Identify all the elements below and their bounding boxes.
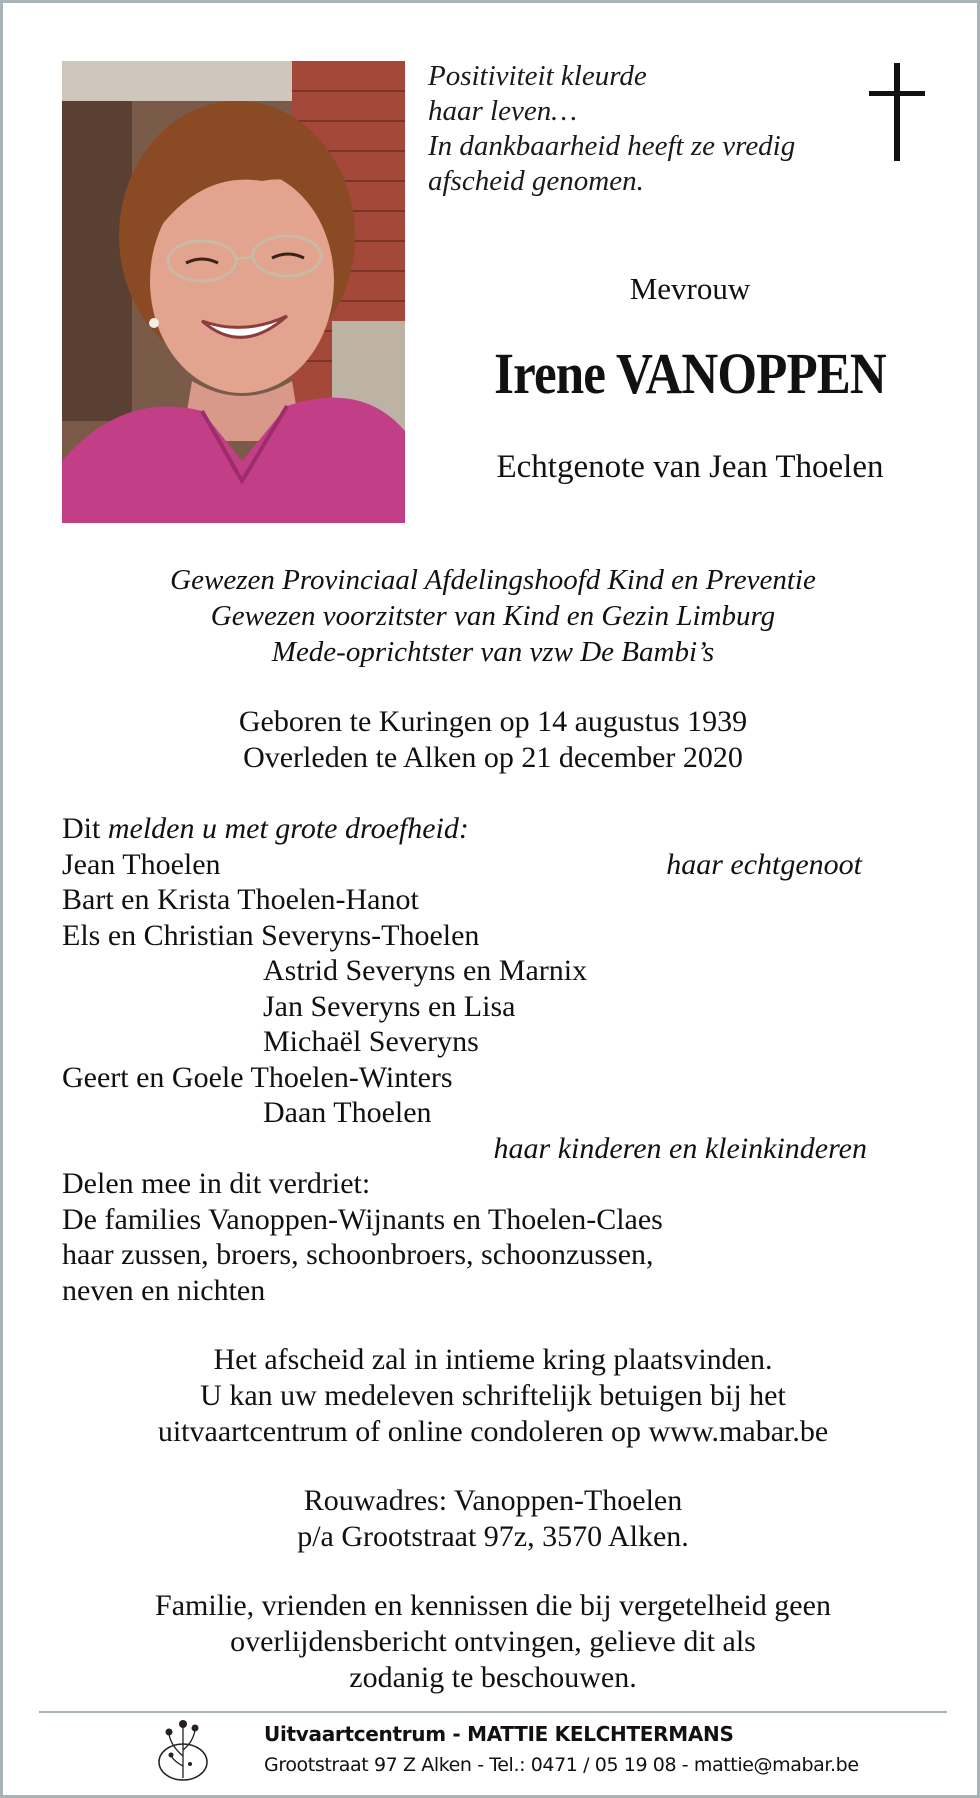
deceased-name: Irene VANOPPEN	[494, 341, 886, 406]
notice-line: zodanig te beschouwen.	[349, 1661, 637, 1694]
notice-text	[3, 1588, 980, 1696]
mourner-name: Els en Christian Severyns-Thoelen	[62, 918, 480, 952]
title-line: Gewezen voorzitster van Kind en Gezin Limburg	[210, 600, 776, 632]
mourner-name: Jan Severyns en Lisa	[263, 989, 516, 1023]
mourner-name: Astrid Severyns en Marnix	[263, 954, 588, 987]
mourner-name: Geert en Goele Thoelen-Winters	[62, 1060, 453, 1094]
farewell-line: uitvaartcentrum of online condoleren op www.mabar.be	[157, 1415, 829, 1448]
extended-family-line: haar zussen, broers, schoonbroers, schoonzussen,	[62, 1238, 654, 1271]
address-line: p/a Grootstraat 97z, 3570 Alken.	[297, 1520, 689, 1553]
quote-line: afscheid genomen.	[428, 165, 644, 197]
birth-line: Geboren te Kuringen op 14 augustus 1939	[238, 705, 748, 738]
spouse-line: Echtgenote van Jean Thoelen	[496, 449, 884, 485]
mourner-name: Bart en Krista Thoelen-Hanot	[62, 883, 419, 916]
relation-label: haar kinderen en kleinkinderen	[493, 1131, 867, 1165]
address-line: Rouwadres: Vanoppen-Thoelen	[303, 1484, 683, 1517]
memorial-quote	[428, 59, 848, 199]
footer-divider	[39, 1711, 947, 1713]
mourners-intro: Dit melden u met grote droefheid:	[62, 812, 469, 845]
notice-line: Familie, vrienden en kennissen die bij vergetelheid geen	[155, 1589, 831, 1622]
mourner-name: Jean Thoelen	[62, 847, 221, 881]
mourners-list	[62, 811, 932, 1308]
extended-family-line: De families Vanoppen-Wijnants en Thoelen-Claes	[62, 1202, 663, 1236]
title-line: Gewezen Provinciaal Afdelingshoofd Kind en Preventie	[170, 564, 816, 596]
salutation: Mevrouw	[629, 271, 751, 306]
funeral-home-name: Uitvaartcentrum - MATTIE KELCHTERMANS	[264, 1722, 734, 1746]
mourner-spouse-row	[62, 847, 932, 883]
farewell-line: U kan uw medeleven schriftelijk betuigen bij het	[200, 1379, 786, 1412]
portrait-photo	[62, 61, 405, 523]
relation-label: haar echtgenoot	[666, 847, 862, 881]
extended-family-line: neven en nichten	[62, 1273, 266, 1307]
mourner-name: Michaël Severyns	[263, 1025, 479, 1058]
life-dates	[3, 704, 980, 776]
title-line: Mede-oprichtster van vzw De Bambi’s	[271, 636, 715, 668]
quote-line: In dankbaarheid heeft ze vredig	[428, 130, 796, 162]
farewell-line: Het afscheid zal in intieme kring plaatsvinden.	[213, 1343, 773, 1376]
cross-icon	[869, 63, 925, 163]
mourner-name: Daan Thoelen	[263, 1096, 432, 1129]
quote-line: haar leven…	[428, 95, 577, 127]
mourning-address	[3, 1483, 980, 1555]
flower-logo-icon	[157, 1716, 209, 1782]
farewell-info	[3, 1342, 980, 1450]
death-line: Overleden te Alken op 21 december 2020	[243, 741, 743, 774]
notice-line: overlijdensbericht ontvingen, gelieve dit als	[230, 1625, 756, 1658]
relation-row	[62, 1131, 932, 1167]
funeral-home-contact: Grootstraat 97 Z Alken - Tel.: 0471 / 05 19 08 - mattie@mabar.be	[264, 1754, 859, 1776]
share-intro: Delen mee in dit verdriet:	[62, 1167, 371, 1200]
career-titles	[3, 562, 980, 670]
quote-line: Positiviteit kleurde	[428, 60, 647, 92]
